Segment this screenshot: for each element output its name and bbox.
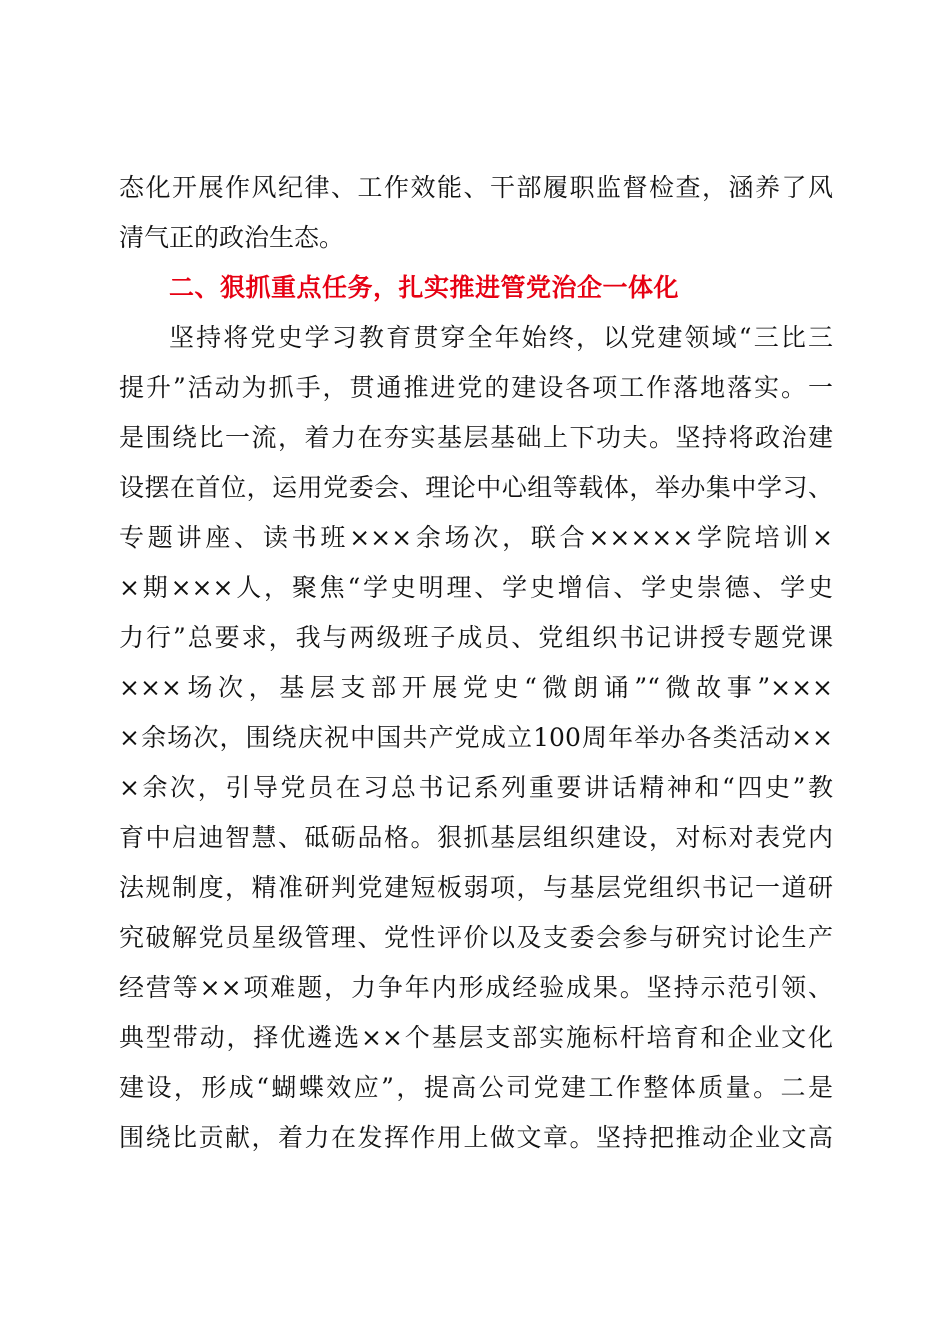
paragraph-line: 典型带动，择优遴选××个基层支部实施标杆培育和企业文化 <box>119 1023 833 1052</box>
body-text-line: 清气正的政治生态。 <box>119 223 345 252</box>
paragraph-line: 坚持将党史学习教育贯穿全年始终，以党建领域“三比三 <box>169 323 833 352</box>
paragraph-line: 建设，形成“蝴蝶效应”，提高公司党建工作整体质量。二是 <box>119 1073 833 1102</box>
paragraph-line: 究破解党员星级管理、党性评价以及支委会参与研究讨论生产 <box>119 923 833 952</box>
body-text-line: 态化开展作风纪律、工作效能、干部履职监督检查，涵养了风 <box>119 173 833 202</box>
paragraph-line: 专题讲座、读书班×××余场次，联合×××××学院培训× <box>119 523 833 552</box>
paragraph-line: 是围绕比一流，着力在夯实基层基础上下功夫。坚持将政治建 <box>119 423 833 452</box>
paragraph-line: 经营等××项难题，力争年内形成经验成果。坚持示范引领、 <box>119 973 833 1002</box>
paragraph-line: ×期×××人，聚焦“学史明理、学史增信、学史崇德、学史 <box>119 573 833 602</box>
paragraph-line: 法规制度，精准研判党建短板弱项，与基层党组织书记一道研 <box>119 873 833 902</box>
paragraph-line: 提升”活动为抓手，贯通推进党的建设各项工作落地落实。一 <box>119 373 833 402</box>
paragraph-line: ×余次，引导党员在习总书记系列重要讲话精神和“四史”教 <box>119 773 833 802</box>
paragraph-line: ×余场次，围绕庆祝中国共产党成立100周年举办各类活动×× <box>119 723 833 752</box>
paragraph-line: ×××场次，基层支部开展党史“微朗诵”“微故事”××× <box>119 673 833 702</box>
paragraph-line: 育中启迪智慧、砥砺品格。狠抓基层组织建设，对标对表党内 <box>119 823 833 852</box>
paragraph-line: 设摆在首位，运用党委会、理论中心组等载体，举办集中学习、 <box>119 473 833 502</box>
section-heading: 二、狠抓重点任务，扎实推进管党治企一体化 <box>169 273 680 302</box>
paragraph-line: 力行”总要求，我与两级班子成员、党组织书记讲授专题党课 <box>119 623 833 652</box>
paragraph-line: 围绕比贡献，着力在发挥作用上做文章。坚持把推动企业文高 <box>119 1123 833 1152</box>
